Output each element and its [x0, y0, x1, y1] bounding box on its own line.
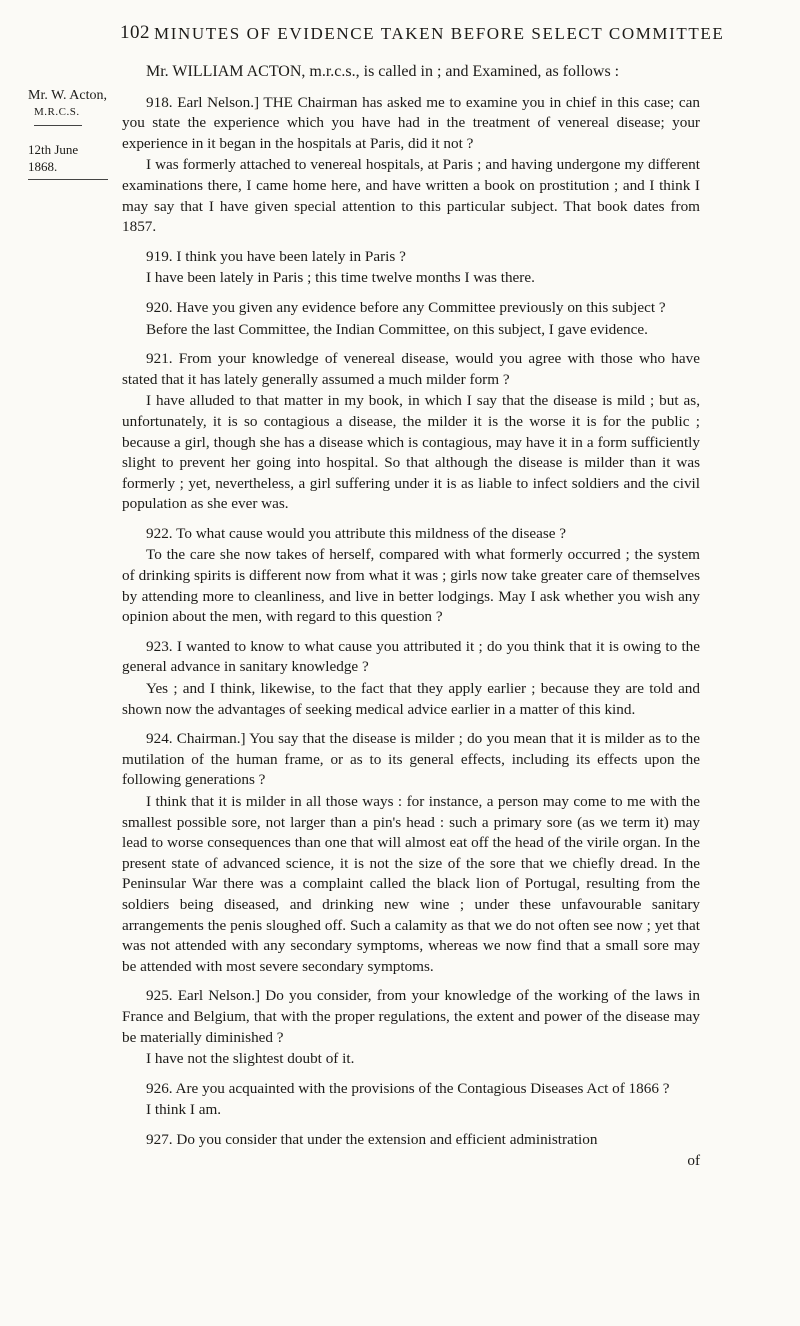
qa-block: [122, 349, 700, 515]
question: 921. From your knowledge of venereal disease, would you agree with those who have stated that it has lately generally assumed a much milder form ?: [122, 350, 700, 388]
qa-block: [122, 247, 700, 289]
qa-block: [122, 298, 700, 340]
last-question: 927. Do you consider that under the extension and efficient administration: [146, 1130, 598, 1148]
answer: I have alluded to that matter in my book, in which I say that the disease is mild ; but as, unfortunately, it is so contagious a disease, the milder it is the worse it is for the public ; because a girl, though she has a disease which is contagious, may have it in a form sufficiently slight to prevent her going into hospital. So that although the disease is milder than it was formerly ; yet, nevertheless, a girl suffering under it is as liable to infect soldiers and the civil population as she ever was.: [122, 392, 700, 513]
margin-date-note: [28, 141, 108, 180]
qa-block: [122, 729, 700, 977]
page-number: 102: [120, 22, 150, 43]
catchword: of: [687, 1151, 700, 1169]
page-header: [0, 22, 800, 52]
question: 924. Chairman.] You say that the disease is milder ; do you mean that it is milder as to the mutilation of the human frame, or as to its general effects, including its effects upon the following generations ?: [122, 730, 700, 789]
qa-block: [122, 93, 700, 238]
margin-date: 12th June 1868.: [28, 142, 79, 174]
running-head: MINUTES OF EVIDENCE TAKEN BEFORE SELECT COMMITTEE: [154, 24, 725, 43]
margin-witness-name: Mr. W. Acton,: [28, 88, 107, 103]
margin-witness-degree: M.R.C.S.: [34, 106, 80, 118]
answer: To the care she now takes of herself, compared with what formerly occurred ; the system of drinking spirits is different now from what it was ; girls now take greater care of themselves by attending more to cleanliness, and live in better lodgings. May I ask whether you wish any opinion about the men, with regard to this question ?: [122, 546, 700, 626]
qa-block: [122, 1079, 700, 1121]
answer: I think that it is milder in all those ways : for instance, a person may come to me with the smallest possible sore, not larger than a pin's head : such a primary sore (as we term it) may lead to worse consequences than one that will almost eat off the head of the virile organ. In the present state of advanced science, it is not the size of the sore that we chiefly dread. In the Peninsular War there was a complaint called the black lion of Portugal, resulting from the soldiers being diseased, and drinking new wine ; under these unfavourable sanitary arrangements the penis sloughed off. Such a calamity as that we do not often see now ; yet that was not attended with any secondary symptoms, whereas we now find that a small sore may be attended with most severe secondary symptoms.: [122, 793, 700, 975]
question: 926. Are you acquainted with the provisions of the Contagious Diseases Act of 1866 ?: [146, 1079, 670, 1097]
qa-block: [122, 524, 700, 628]
question: 922. To what cause would you attribute this mildness of the disease ?: [146, 524, 567, 542]
page-body: [122, 62, 700, 1171]
witness-intro: Mr. WILLIAM ACTON, m.r.c.s., is called in ; and Examined, as follows :: [146, 63, 620, 80]
margin-rule: [34, 125, 82, 126]
qa-block: [122, 637, 700, 720]
question: 919. I think you have been lately in Paris ?: [146, 247, 406, 265]
question: 920. Have you given any evidence before any Committee previously on this subject ?: [146, 298, 666, 316]
margin-witness-note: [28, 87, 108, 126]
answer: Before the last Committee, the Indian Committee, on this subject, I gave evidence.: [146, 320, 648, 338]
answer: I have not the slightest doubt of it.: [146, 1050, 355, 1068]
answer: I have been lately in Paris ; this time twelve months I was there.: [146, 269, 535, 287]
answer: I think I am.: [146, 1101, 222, 1119]
answer: I was formerly attached to venereal hospitals, at Paris ; and having undergone my different examinations there, I came home here, and have written a book on prostitution ; and I think I may say that I have given special attention to this particular subject. That book dates from 1857.: [122, 156, 700, 236]
question: 923. I wanted to know to what cause you attributed it ; do you think that it is owing to the general advance in sanitary knowledge ?: [122, 637, 700, 676]
question: 925. Earl Nelson.] Do you consider, from your knowledge of the working of the laws in France and Belgium, that with the proper regulations, the extent and power of the disease may be materially diminished ?: [122, 987, 700, 1046]
answer: Yes ; and I think, likewise, to the fact that they apply earlier ; because they are told and shown now the advantages of seeking medical advice earlier in a matter of this kind.: [122, 680, 700, 718]
qa-block: [122, 986, 700, 1069]
question: 918. Earl Nelson.] THE Chairman has asked me to examine you in chief in this case; can you state the experience which you have had in the treatment of venereal disease; your experience in it began in the hospitals at Paris, did it not ?: [122, 93, 700, 152]
margin-date-rule: [28, 179, 108, 180]
